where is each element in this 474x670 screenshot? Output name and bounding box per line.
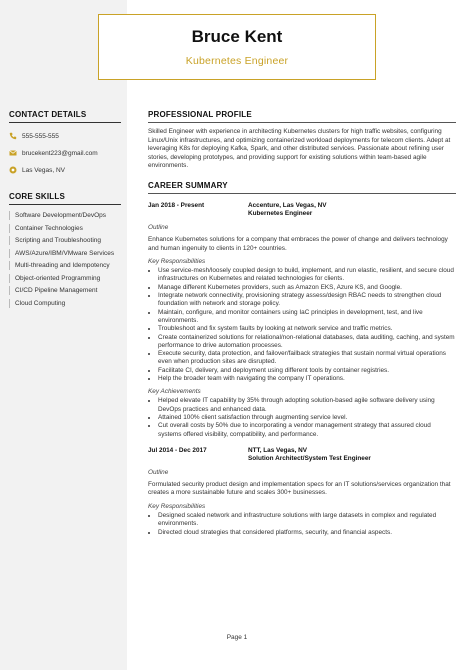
outline-label: Outline [148,223,169,231]
job-header [148,202,456,219]
location-icon [9,166,17,174]
job-company-block [248,202,456,219]
responsibilities-list [148,267,456,383]
list-item: • Helped elevate IT capability by 35% through adopting solution-based agile software delivery using DevOps practices and enhanced data. [158,397,456,414]
job-company: Accenture, Las Vegas, NV [248,201,327,209]
skill-bar [9,299,10,308]
skill-bar [9,224,10,233]
email-text[interactable]: brucekent223@gmail.com [22,149,98,157]
achievements-list [148,397,456,438]
skill-item: Container Technologies [9,224,121,233]
main-content [148,110,456,537]
phone-text[interactable]: 555-555-555 [22,132,59,140]
outline-label: Outline [148,468,169,476]
list-item: • Help the broader team with navigating the company IT operations. [158,375,456,383]
list-item: • Integrate network connectivity, provisioning strategy assess/design RBAC needs to strengthen cloud foundation with network and storage policy. [158,292,456,309]
job-dates: Jan 2018 - Present [148,201,205,209]
profile-text: Skilled Engineer with experience in architecting Kubernetes clusters for high traffic websites, configuring Linux/Unix infrastructures, and optimizing containerized workload deployments for telecom clients. Adept at leveraging K8s for deploying Kafka, Spark, and other distributed services. Passionate about refining user stories, developing prototypes, and providing support for existing solutions within team-based agile environments. [148,128,451,170]
achievements-label: Key Achievements [148,388,201,396]
list-item: • Maintain, configure, and monitor containers using IaC principles in development, test, and live environments. [158,309,456,326]
contact-location [9,164,121,176]
location-text: Las Vegas, NV [22,166,65,174]
list-item: • Directed cloud strategies that considered platforms, security, and financial aspects. [158,529,456,537]
list-item: • Cut overall costs by 50% due to incorporating a vendor management strategy that assured cloud systems offered visibility, compatibility, and performance. [158,422,456,439]
page-number: Page 1 [226,634,248,641]
sidebar [9,110,121,311]
list-item: • Facilitate CI, delivery, and deployment using different tools by container registries. [158,367,456,375]
contact-heading: CONTACT DETAILS [9,110,87,119]
name-box [98,14,376,80]
career-heading: CAREER SUMMARY [148,180,228,190]
list-item: • Use service-mesh/loosely coupled design to build, implement, and run elastic, resilient, and secure cloud infrastructures on Kubernetes and related technologies for clients. [158,267,456,284]
divider [9,122,121,123]
email-icon [9,149,17,157]
divider [148,122,456,123]
candidate-name: Bruce Kent [191,27,283,46]
skill-bar [9,286,10,295]
contact-email [9,147,121,159]
list-item: • Troubleshoot and fix system faults by looking at network service and traffic metrics. [158,325,456,333]
skills-list [9,211,121,308]
divider [9,204,121,205]
list-item: • Designed scaled network and infrastructure solutions with large datasets in complex and regulated environments. [158,512,456,529]
skill-item: Multi-threading and Idempotency [9,261,121,270]
phone-icon [9,132,17,140]
list-item: • Manage different Kubernetes providers, such as Amazon EKS, Azure KS, and Google. [158,284,456,292]
skill-item: Cloud Computing [9,299,121,308]
contact-phone [9,130,121,142]
skill-bar [9,236,10,245]
job-company: NTT, Las Vegas, NV [248,446,307,454]
skills-heading: CORE SKILLS [9,192,65,201]
skill-bar [9,261,10,270]
skill-bar [9,249,10,258]
job-outline: Enhance Kubernetes solutions for a company that embraces the power of change and delivers technology and human ingenuity to clients in 120+ countries. [148,235,448,252]
responsibilities-label: Key Responsibilities [148,258,206,266]
skill-item: Scripting and Troubleshooting [9,236,121,245]
profile-heading: PROFESSIONAL PROFILE [148,110,252,119]
responsibilities-list [148,512,456,537]
list-item: • Attained 100% client satisfaction through augmenting service level. [158,414,456,422]
list-item: • Create containerized solutions for relational/non-relational databases, data auditing, caching, and system performance to drive automation processes. [158,334,456,351]
job-dates: Jul 2014 - Dec 2017 [148,446,207,454]
job-company-block [248,447,456,464]
job-outline: Formulated security product design and implementation specs for an IT solutions/services organization that creates a more sustainable future and scales 300+ businesses. [148,480,451,497]
skill-bar [9,274,10,283]
contact-list [9,130,121,176]
list-item: • Execute security, data protection, and failover/failback strategies that sustain normal virtual operations even when production sites are disrupted. [158,350,456,367]
skill-item: CI/CD Pipeline Management [9,286,121,295]
job-header [148,447,456,464]
candidate-title: Kubernetes Engineer [185,55,289,67]
skill-bar [9,211,10,220]
job-role: Solution Architect/System Test Engineer [248,455,371,463]
skill-item: Object-oriented Programming [9,274,121,283]
skill-item: AWS/Azure/IBM/VMware Services [9,249,121,258]
skill-item: Software Development/DevOps [9,211,121,220]
sidebar-background [0,0,127,670]
divider [148,193,456,194]
job-role: Kubernetes Engineer [248,210,313,218]
responsibilities-label: Key Responsibilities [148,502,206,510]
